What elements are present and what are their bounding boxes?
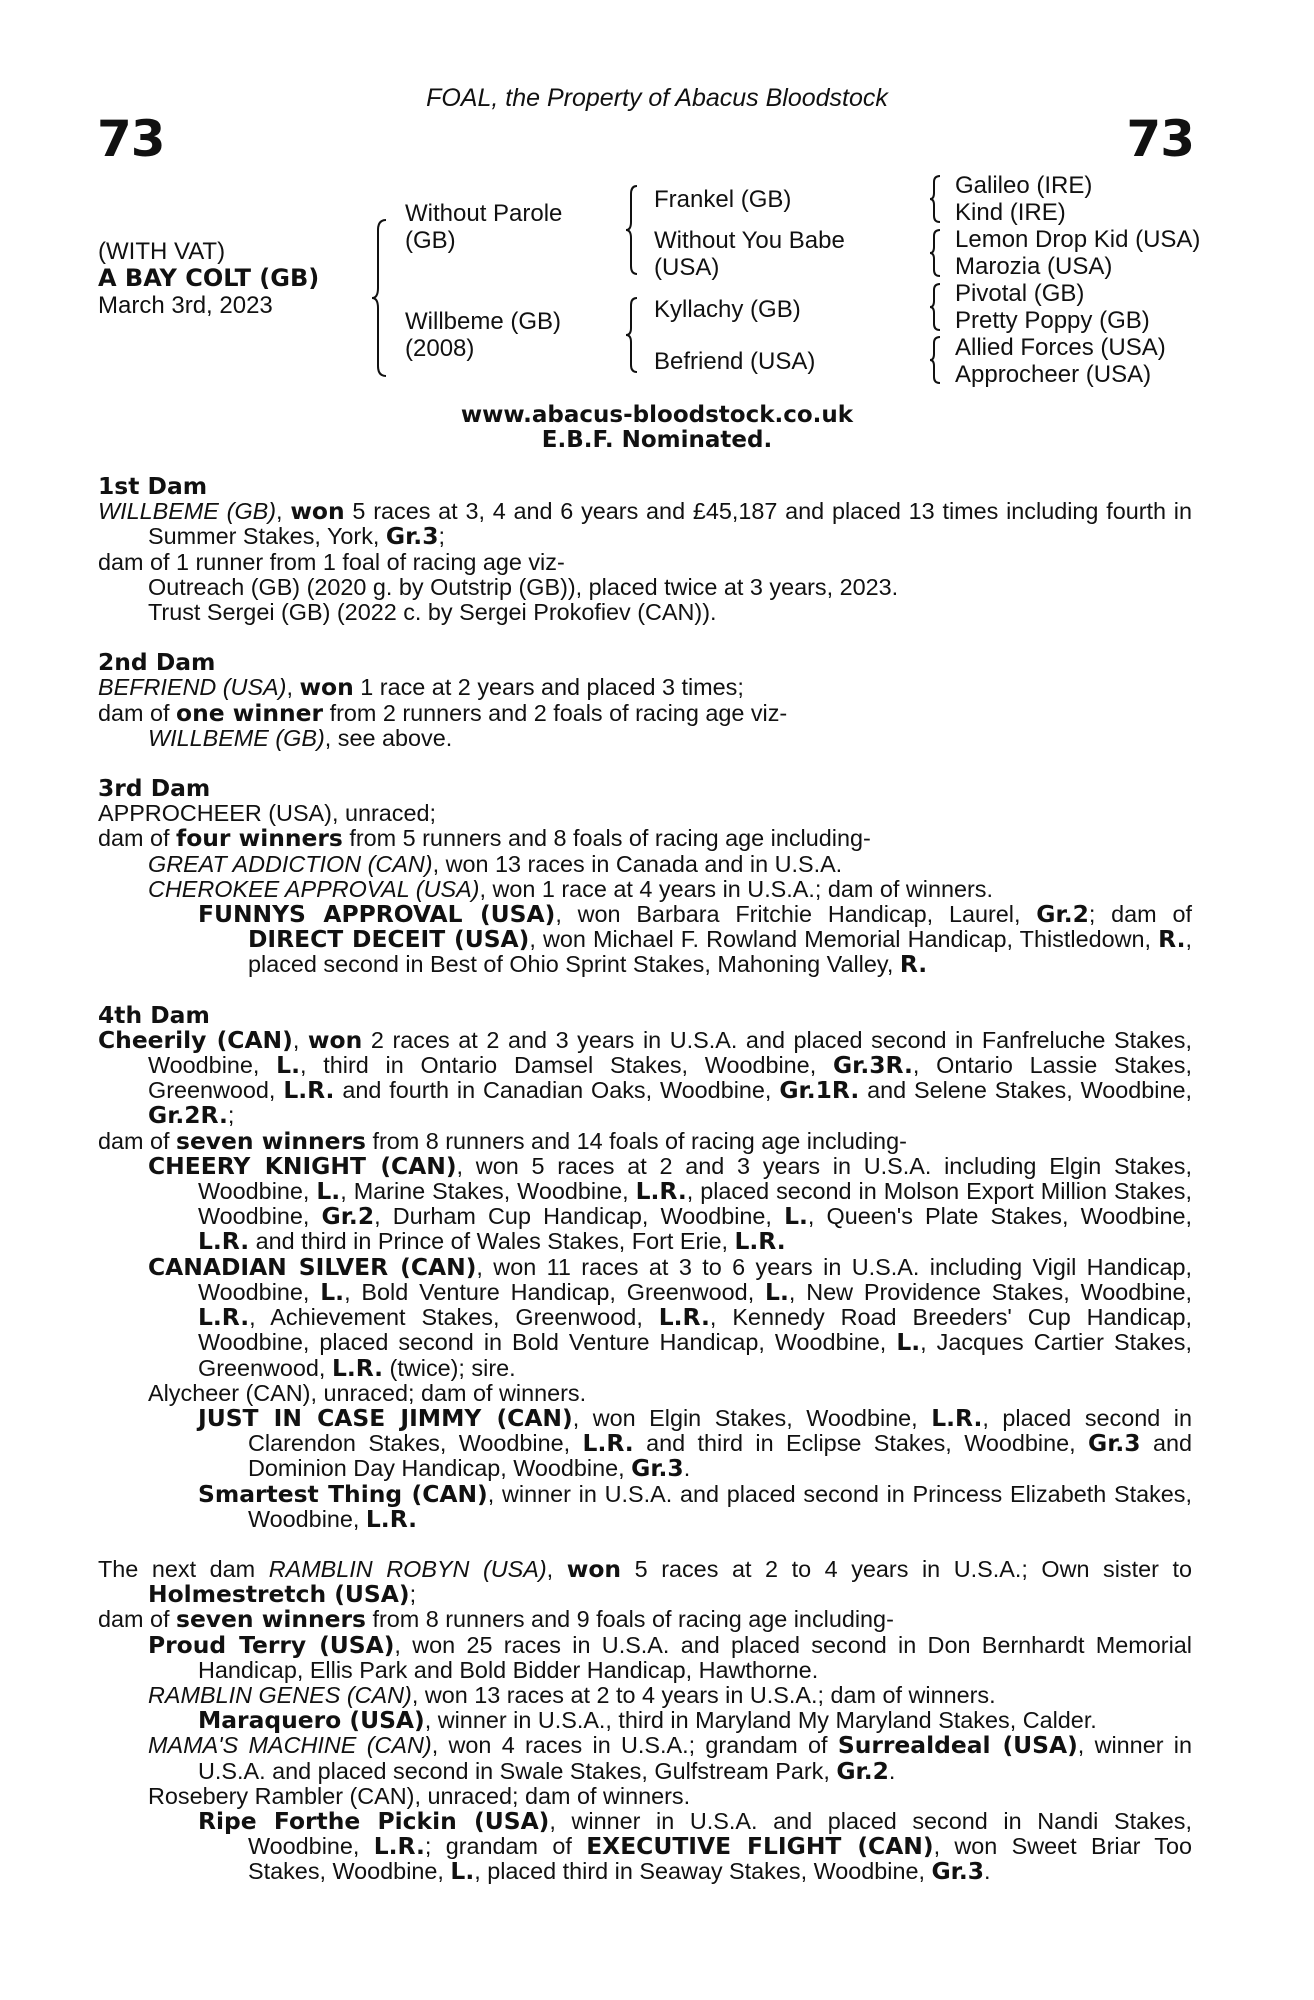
text-run: , won Sweet Briar Too Stakes, Woodbine, bbox=[248, 1833, 1192, 1885]
pedigree-great-grandparents: Galileo (IRE) Kind (IRE) Lemon Drop Kid (USA) Marozia (USA) Pivotal (GB) Pretty Poppy (GB) Allied Forces (USA) Approcheer (USA) bbox=[955, 172, 1201, 388]
text-run: DIRECT DECEIT (USA) bbox=[248, 925, 530, 954]
text-run: won bbox=[290, 497, 345, 526]
text-run: MAMA'S MACHINE (CAN) bbox=[148, 1732, 432, 1759]
family-history bbox=[98, 474, 1192, 1885]
text-run: one winner bbox=[176, 698, 324, 727]
text-run: Gr.3 bbox=[931, 1857, 985, 1886]
pedigree-paragraph bbox=[98, 877, 1192, 902]
text-run: L.R. bbox=[331, 1353, 384, 1382]
text-run: L. bbox=[896, 1328, 921, 1357]
text-run: dam of 1 runner from 1 foal of racing age viz- bbox=[98, 548, 565, 575]
pedigree-paragraph bbox=[98, 1733, 1192, 1783]
pedigree-paragraph bbox=[98, 1630, 1192, 1683]
pedigree-paragraph bbox=[98, 1683, 1192, 1708]
paragraph-gap bbox=[98, 625, 1192, 650]
pedigree-paragraph bbox=[98, 801, 1192, 826]
pedigree-paragraph bbox=[98, 1708, 1192, 1733]
text-run: four winners bbox=[176, 824, 343, 853]
pedigree-paragraph bbox=[98, 1151, 1193, 1256]
text-run: Alycheer (CAN), unraced; dam of winners. bbox=[148, 1379, 587, 1406]
pedigree-paragraph bbox=[98, 726, 1192, 751]
text-run: L.R. bbox=[373, 1832, 425, 1861]
text-run: R. bbox=[899, 950, 928, 979]
text-run: , winner in U.S.A. and placed second in Princess Elizabeth Stakes, Woodbine, bbox=[248, 1480, 1192, 1532]
text-run: CANADIAN SILVER (CAN) bbox=[148, 1252, 477, 1281]
text-run: Gr.1R. bbox=[779, 1076, 860, 1105]
text-run: , won 1 race at 4 years in U.S.A.; dam of winners. bbox=[479, 875, 993, 902]
text-run: , winner in U.S.A., third in Maryland My Maryland Stakes, Calder. bbox=[424, 1707, 1097, 1734]
paragraph-gap bbox=[98, 751, 1192, 776]
text-run: , won Barbara Fritchie Handicap, Laurel, bbox=[555, 901, 1037, 928]
text-run: Trust Sergei (GB) (2022 c. by Sergei Prokofiev (CAN)). bbox=[148, 599, 717, 626]
text-run: L. bbox=[276, 1051, 300, 1080]
text-run: , won Michael F. Rowland Memorial Handicap, Thistledown, bbox=[529, 926, 1159, 953]
pedigree-paragraph bbox=[98, 1252, 1193, 1382]
pedigree-paragraph bbox=[98, 600, 1192, 625]
text-run: 4th Dam bbox=[98, 1000, 210, 1029]
text-run: L. bbox=[320, 1277, 345, 1306]
text-run: won bbox=[307, 1025, 363, 1054]
text-run: L. bbox=[765, 1277, 789, 1306]
text-run: 5 races at 3, 4 and 6 years and £45,187 and placed 13 times including fourth in Summer Stakes, York, bbox=[148, 498, 1192, 550]
text-run: RAMBLIN ROBYN (USA) bbox=[268, 1555, 547, 1582]
text-run: 3rd Dam bbox=[98, 774, 211, 803]
text-run: , bbox=[546, 1555, 567, 1582]
text-run: dam of bbox=[98, 699, 177, 726]
text-run: R. bbox=[1158, 925, 1186, 954]
pedigree-dam-dam: Befriend (USA) bbox=[654, 348, 816, 375]
text-run: Gr.3R. bbox=[832, 1051, 913, 1080]
pedigree-paragraph bbox=[98, 550, 1192, 575]
pedigree-paragraph bbox=[98, 1806, 1192, 1886]
paragraph-gap bbox=[98, 1532, 1192, 1557]
text-run: APPROCHEER (USA), unraced; bbox=[98, 800, 436, 827]
text-run: , Bold Venture Handicap, Greenwood, bbox=[344, 1278, 766, 1305]
text-run: , Achievement Stakes, Greenwood, bbox=[249, 1304, 659, 1331]
text-run: ; dam of bbox=[1088, 901, 1192, 928]
pedigree-paragraph bbox=[98, 675, 1192, 700]
text-run: , won Elgin Stakes, Woodbine, bbox=[572, 1404, 932, 1431]
pedigree-sire-dam: Without You Babe (USA) bbox=[654, 227, 845, 281]
text-run: Gr.3 bbox=[1088, 1429, 1141, 1458]
text-run: Gr.3 bbox=[631, 1454, 684, 1483]
text-run: GREAT ADDICTION (CAN) bbox=[148, 850, 433, 877]
text-run: Gr.2 bbox=[321, 1202, 375, 1231]
text-run: L.R. bbox=[635, 1177, 687, 1206]
text-run: , winner in U.S.A. and placed second in Nandi Stakes, Woodbine, bbox=[248, 1807, 1192, 1860]
text-run: ; bbox=[227, 1102, 235, 1129]
text-run: L.R. bbox=[365, 1504, 418, 1533]
text-run: , bbox=[276, 498, 291, 525]
text-run: ; bbox=[438, 523, 445, 550]
pedigree-sire-sire: Frankel (GB) bbox=[654, 186, 792, 213]
text-run: 1st Dam bbox=[98, 472, 208, 500]
text-run: FUNNYS APPROVAL (USA) bbox=[198, 900, 556, 929]
text-run: L. bbox=[316, 1177, 341, 1206]
text-run: , winner in U.S.A. and placed second in Swale Stakes, Gulfstream Park, bbox=[198, 1732, 1192, 1784]
text-run: Gr.2R. bbox=[148, 1101, 228, 1130]
catalogue-header: FOAL, the Property of Abacus Bloodstock bbox=[426, 84, 888, 112]
pedigree-paragraph bbox=[98, 1403, 1193, 1483]
text-run: CHEERY KNIGHT (CAN) bbox=[148, 1151, 457, 1180]
text-run: , Durham Cup Handicap, Woodbine, bbox=[374, 1203, 785, 1230]
pedigree-paragraph bbox=[98, 499, 1192, 549]
text-run: EXECUTIVE FLIGHT (CAN) bbox=[586, 1832, 934, 1861]
pedigree-brace-g4 bbox=[928, 335, 944, 385]
text-run: seven winners bbox=[176, 1126, 366, 1155]
text-run: L.R. bbox=[658, 1303, 710, 1332]
text-run: won bbox=[299, 673, 354, 702]
text-run: , bbox=[292, 1026, 308, 1053]
text-run: won bbox=[566, 1554, 622, 1583]
text-run: and Dominion Day Handicap, Woodbine, bbox=[248, 1430, 1193, 1482]
text-run: L.R. bbox=[198, 1303, 250, 1332]
text-run: L.R. bbox=[931, 1403, 983, 1432]
text-run: JUST IN CASE JIMMY (CAN) bbox=[198, 1403, 573, 1432]
text-run: L.R. bbox=[582, 1429, 634, 1458]
lot-number-right: 73 bbox=[1126, 110, 1194, 168]
pedigree-brace-g1 bbox=[928, 174, 944, 224]
text-run: . bbox=[683, 1455, 691, 1482]
pedigree-paragraph bbox=[98, 1784, 1192, 1809]
pedigree-paragraph bbox=[98, 1554, 1192, 1609]
text-run: , third in Ontario Damsel Stakes, Woodbine, bbox=[299, 1052, 833, 1079]
text-run: Ripe Forthe Pickin (USA) bbox=[198, 1806, 550, 1835]
text-run: 1 race at 2 years and placed 3 times; bbox=[353, 674, 744, 701]
pedigree-brace-g3 bbox=[928, 282, 944, 332]
text-run: , see above. bbox=[324, 724, 453, 751]
horse-name: A BAY COLT (GB) bbox=[98, 264, 320, 292]
text-run: from 2 runners and 2 foals of racing age viz- bbox=[323, 699, 788, 726]
text-run: and Selene Stakes, Woodbine, bbox=[859, 1077, 1193, 1104]
text-run: , won 11 races at 3 to 6 years in U.S.A. including Vigil Handicap, Woodbine, bbox=[198, 1253, 1193, 1305]
text-run: dam of bbox=[98, 1606, 177, 1633]
foaling-date: March 3rd, 2023 bbox=[98, 292, 273, 319]
pedigree-brace-dam-line bbox=[624, 296, 640, 374]
text-run: L. bbox=[450, 1857, 475, 1886]
text-run: Holmestretch (USA) bbox=[148, 1580, 410, 1609]
pedigree-paragraph bbox=[98, 902, 1192, 978]
pedigree-paragraph bbox=[98, 826, 1192, 851]
pedigree-dam-sire: Kyllachy (GB) bbox=[654, 296, 801, 323]
text-run: , Kennedy Road Breeders' Cup Handicap, Woodbine, placed second in Bold Venture Handicap, Woodbine, bbox=[198, 1304, 1192, 1356]
pedigree-paragraph bbox=[98, 1479, 1192, 1533]
pedigree-brace-g2 bbox=[928, 228, 944, 278]
text-run: dam of bbox=[98, 1127, 177, 1154]
text-run: WILLBEME (GB) bbox=[98, 498, 277, 525]
text-run: L.R. bbox=[198, 1227, 250, 1256]
text-run: . bbox=[888, 1757, 896, 1784]
text-run: , won 4 races in U.S.A.; grandam of bbox=[431, 1732, 838, 1759]
pedigree-paragraph bbox=[98, 1126, 1192, 1155]
text-run: Gr.2 bbox=[836, 1756, 889, 1785]
text-run: , placed second in Molson Export Million Stakes, Woodbine, bbox=[198, 1178, 1192, 1230]
text-run: dam of bbox=[98, 825, 177, 852]
text-run: Rosebery Rambler (CAN), unraced; dam of winners. bbox=[148, 1782, 691, 1809]
pedigree-paragraph bbox=[98, 852, 1192, 877]
text-run: Cheerily (CAN) bbox=[98, 1025, 293, 1054]
pedigree-paragraph bbox=[98, 1025, 1193, 1130]
text-run: RAMBLIN GENES (CAN) bbox=[148, 1681, 412, 1708]
pedigree-paragraph bbox=[98, 1381, 1192, 1406]
website-url: www.abacus-bloodstock.co.uk bbox=[460, 402, 854, 428]
text-run: , placed third in Seaway Stakes, Woodbine, bbox=[474, 1858, 932, 1885]
text-run: and fourth in Canadian Oaks, Woodbine, bbox=[334, 1077, 780, 1104]
text-run: , Marine Stakes, Woodbine, bbox=[340, 1178, 636, 1205]
text-run: , placed second in Clarendon Stakes, Woodbine, bbox=[248, 1404, 1192, 1457]
paragraph-gap bbox=[98, 978, 1192, 1003]
pedigree-dam: Willbeme (GB) (2008) bbox=[405, 308, 562, 362]
pedigree-paragraph bbox=[98, 1607, 1192, 1632]
text-run: 2nd Dam bbox=[98, 648, 216, 677]
text-run: , Ontario Lassie Stakes, Greenwood, bbox=[148, 1052, 1192, 1104]
text-run: , Jacques Cartier Stakes, Greenwood, bbox=[198, 1329, 1192, 1381]
text-run: L.R. bbox=[283, 1076, 335, 1105]
text-run: , placed second in Best of Ohio Sprint Stakes, Mahoning Valley, bbox=[248, 926, 1192, 978]
text-run: Outreach (GB) (2020 g. by Outstrip (GB)), placed twice at 3 years, 2023. bbox=[148, 573, 899, 600]
text-run: Surrealdeal (USA) bbox=[837, 1731, 1078, 1760]
text-run: from 8 runners and 9 foals of racing age including- bbox=[365, 1606, 894, 1633]
text-run: , bbox=[286, 674, 300, 701]
pedigree-paragraph bbox=[98, 575, 1192, 600]
dam-heading bbox=[98, 1000, 1192, 1029]
text-run: seven winners bbox=[176, 1605, 366, 1634]
lot-number-left: 73 bbox=[97, 110, 165, 168]
pedigree-sire: Without Parole (GB) bbox=[405, 200, 563, 254]
dam-heading bbox=[98, 474, 1192, 499]
text-run: (twice); sire. bbox=[383, 1354, 516, 1381]
text-run: , New Providence Stakes, Woodbine, bbox=[788, 1278, 1192, 1305]
horse-identity bbox=[98, 238, 319, 319]
text-run: , won 13 races at 2 to 4 years in U.S.A.; dam of winners. bbox=[411, 1681, 996, 1708]
text-run: L. bbox=[784, 1202, 808, 1231]
text-run: , Queen's Plate Stakes, Woodbine, bbox=[807, 1203, 1193, 1230]
text-run: Proud Terry (USA) bbox=[148, 1630, 395, 1659]
text-run: and third in Eclipse Stakes, Woodbine, bbox=[633, 1430, 1089, 1457]
text-run: ; grandam of bbox=[424, 1833, 587, 1860]
text-run: Smartest Thing (CAN) bbox=[198, 1479, 488, 1508]
dam-heading bbox=[98, 776, 1192, 801]
text-run: BEFRIEND (USA) bbox=[98, 674, 287, 701]
text-run: WILLBEME (GB) bbox=[148, 724, 325, 751]
text-run: Gr.3 bbox=[385, 522, 439, 551]
text-run: , won 25 races in U.S.A. and placed second in Don Bernhardt Memorial Handicap, Ellis Park and Bold Bidder Handicap, Hawthorne. bbox=[198, 1631, 1192, 1683]
text-run: Gr.2 bbox=[1036, 900, 1089, 929]
pedigree-brace-sire-line bbox=[624, 184, 640, 276]
text-run: , won 5 races at 2 and 3 years in U.S.A. including Elgin Stakes, Woodbine, bbox=[198, 1152, 1192, 1205]
text-run: and third in Prince of Wales Stakes, Fort Erie, bbox=[249, 1228, 735, 1255]
text-run: from 8 runners and 14 foals of racing age including- bbox=[365, 1127, 907, 1154]
text-run: ; bbox=[409, 1581, 417, 1608]
text-run: L.R. bbox=[734, 1227, 786, 1256]
text-run: 5 races at 2 to 4 years in U.S.A.; Own sister to bbox=[621, 1555, 1192, 1582]
text-run: CHEROKEE APPROVAL (USA) bbox=[148, 875, 480, 902]
dam-heading bbox=[98, 650, 1192, 675]
text-run: Maraquero (USA) bbox=[198, 1706, 425, 1735]
text-run: . bbox=[984, 1858, 991, 1885]
text-run: , won 13 races in Canada and in U.S.A. bbox=[432, 850, 843, 877]
pedigree-brace-parents bbox=[370, 218, 390, 378]
text-run: from 5 runners and 8 foals of racing age including- bbox=[342, 825, 871, 852]
pedigree-paragraph bbox=[98, 698, 1192, 727]
text-run: The next dam bbox=[98, 1555, 269, 1582]
vat-note: (WITH VAT) bbox=[98, 238, 226, 265]
text-run: 2 races at 2 and 3 years in U.S.A. and placed second in Fanfreluche Stakes, Woodbine, bbox=[148, 1026, 1193, 1079]
ebf-nomination: E.B.F. Nominated. bbox=[541, 427, 773, 453]
